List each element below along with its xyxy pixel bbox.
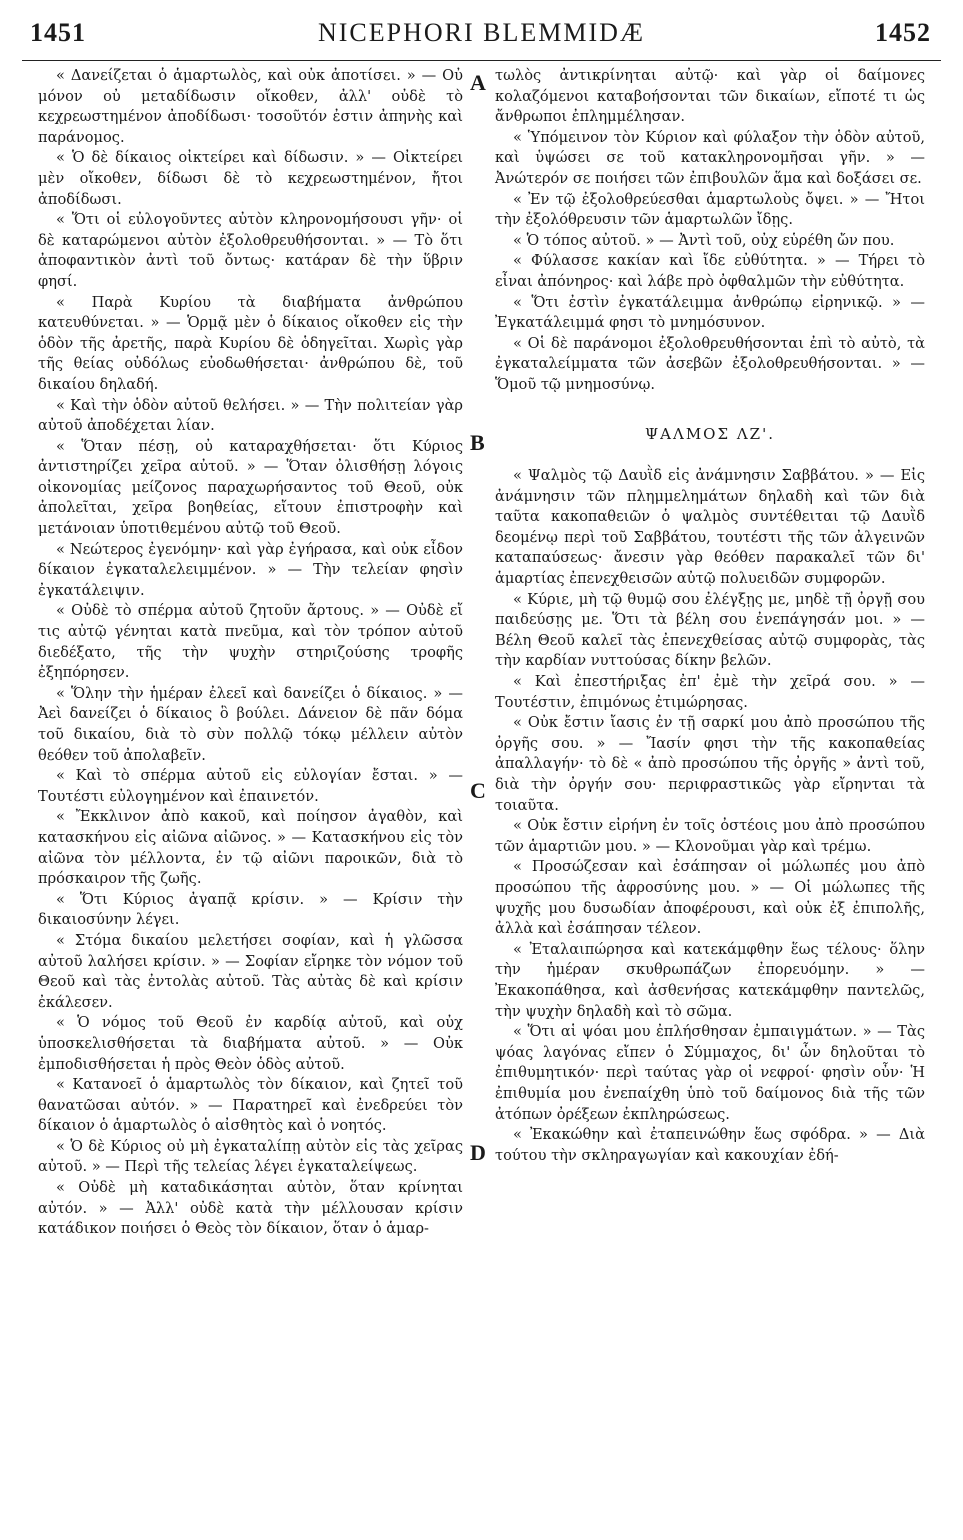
paragraph: « Ὁ δὲ Κύριος οὐ μὴ ἐγκαταλίπῃ αὐτὸν εἰς τὰς χεῖρας αὐτοῦ. » — Περὶ τῆς τελείας λέγει ἐγκαταλείψεως. xyxy=(38,1137,463,1176)
right-column xyxy=(495,66,925,1166)
paragraph: « Κατανοεῖ ὁ ἁμαρτωλὸς τὸν δίκαιον, καὶ ζητεῖ τοῦ θανατῶσαι αὐτόν. » — Παρατηρεῖ καὶ ἐνεδρεύει τὸν δίκαιον ὁ ἁμαρτωλὸς ὁ αἰσθητὸς καὶ ὁ νοητός. xyxy=(38,1076,463,1135)
paragraph: « Στόμα δικαίου μελετήσει σοφίαν, καὶ ἡ γλῶσσα αὐτοῦ λαλήσει κρίσιν. » — Σοφίαν εἴρηκε τὸν νόμον τοῦ Θεοῦ καὶ τὰς ἐντολὰς αὐτοῦ. Τὰς αὐτὰς δὲ καὶ κρίσιν ἐκάλεσεν. xyxy=(38,931,463,1011)
paragraph: τωλὸς ἀντικρίνηται αὐτῷ· καὶ γὰρ οἱ δαίμονες κολαζόμενοι καταβοήσονται τῶν δικαίων, εἴποτέ τι ὡς ἄνθρωποι ἐπλημμέλησαν. xyxy=(495,67,925,126)
running-title: NICEPHORI BLEMMIDÆ xyxy=(317,18,646,47)
paragraph: « Νεώτερος ἐγενόμην· καὶ γὰρ ἐγήρασα, καὶ οὐκ εἶδον δίκαιον ἐγκαταλελειμμένον. » — Τὴν τελείαν φησὶν ἐγκατάλειψιν. xyxy=(38,540,463,599)
page-number-right: 1452 xyxy=(875,18,931,47)
paragraph: « Καὶ ἐπεστήριξας ἐπ' ἐμὲ τὴν χεῖρά σου. » — Τουτέστιν, ἐπιμόνως ἐτιμώρησας. xyxy=(495,673,925,711)
margin-letter-a: A xyxy=(470,70,486,95)
margin-letter-d: D xyxy=(470,1140,486,1165)
paragraph: « Ἐκακώθην καὶ ἐταπεινώθην ἕως σφόδρα. » — Διὰ τούτου τὴν σκληραγωγίαν καὶ κακουχίαν ἐδή- xyxy=(495,1126,925,1164)
paragraph: « Ὅλην τὴν ἡμέραν ἐλεεῖ καὶ δανείζει ὁ δίκαιος. » — Ἀεὶ δανείζει ὁ δίκαιος ὃ βούλει. Δάνειον δὲ πᾶν δόμα τοῦ δικαίου, διὰ τὸ σὺν πολλῷ τόκῳ μέλλειν αὐτὸν θεόθεν τοῦ ἀπολαβεῖν. xyxy=(38,684,463,764)
paragraph: « Προσώζεσαν καὶ ἐσάπησαν οἱ μώλωπές μου ἀπὸ προσώπου τῆς ἀφροσύνης μου. » — Οἱ μώλωπες τῆς ψυχῆς μου δυσωδίαν ἀποφέρουσι, καὶ οὐκ ἐξ ἐπιπολῆς, ἀλλὰ καὶ ἐσάπησαν τέλεον. xyxy=(495,858,925,938)
page-header xyxy=(20,18,943,58)
header-rule xyxy=(22,60,941,61)
left-column xyxy=(38,66,463,1240)
paragraph: « Ὁ τόπος αὐτοῦ. » — Ἀντὶ τοῦ, οὐχ εὑρέθη ὤν που. xyxy=(513,231,895,249)
paragraph: « Ψαλμὸς τῷ Δαυῒδ εἰς ἀνάμνησιν Σαββάτου. » — Εἰς ἀνάμνησιν τῶν πλημμελημάτων δηλαδὴ καὶ τῶν διὰ ταῦτα κακοπαθειῶν ὁ ψαλμὸς συντέθειται τῷ Δαυῒδ δεομένῳ περὶ τοῦ Σαββάτου, τουτέστι τῆς τῶν ἀλγεινῶν καταπαύσεως· ἄνεσιν γὰρ θεόθεν παρακαλεῖ τῶν δι' ἁμαρτίας ἐπενεχθεισῶν αὐτῷ πολυειδῶν συμφορῶν. xyxy=(495,467,925,588)
paragraph: « Καὶ τὴν ὁδὸν αὐτοῦ θελήσει. » — Τὴν πολιτείαν γὰρ αὐτοῦ ἀποδέχεται λίαν. xyxy=(38,396,463,435)
paragraph: « Δανείζεται ὁ ἁμαρτωλὸς, καὶ οὐκ ἀποτίσει. » — Οὐ μόνον οὐ μεταδίδωσιν οἴκοθεν, ἀλλ' οὐδὲ τὸ κεχρεωστημένον ἀποδίδωσι· τοσοῦτόν ἐστιν ἀπηνὴς καὶ παράνομος. xyxy=(38,67,463,146)
paragraph: « Ἐταλαιπώρησα καὶ κατεκάμφθην ἕως τέλους· ὅλην τὴν ἡμέραν σκυθρωπάζων ἐπορευόμην. » — Ἐκακοπάθησα, καὶ ἀσθενήσας κατεκάμφθην παντελῶς, τὴν ψυχὴν δηλαδὴ καὶ τὸ σῶμα. xyxy=(495,940,925,1020)
paragraph: « Ὅτι αἱ ψόαι μου ἐπλήσθησαν ἐμπαιγμάτων. » — Τὰς ψόας λαγόνας εἴπεν ὁ Σύμμαχος, δι' ὧν δηλοῦται τὸ ἐπιθυμητικόν· περὶ ταύτας γὰρ οἱ νεφροί· φησὶν οὖν· Ἡ ἐπιθυμία μου ἐνεπαίχθη ὑπὸ τοῦ δαίμονος διὰ τῆς τῶν ἀτόπων ὀρέξεων ἐκπληρώσεως. xyxy=(495,1023,925,1123)
paragraph: « Ὅτι Κύριος ἀγαπᾷ κρίσιν. » — Κρίσιν τὴν δικαιοσύνην λέγει. xyxy=(38,890,463,929)
paragraph: « Ὁ νόμος τοῦ Θεοῦ ἐν καρδίᾳ αὐτοῦ, καὶ οὐχ ὑποσκελισθήσεται τὰ διαβήματα αὐτοῦ. » — Οὐκ ἐμποδισθήσεται ἡ πρὸς Θεὸν ὁδὸς αὐτοῦ. xyxy=(38,1014,463,1073)
paragraph: « Οἱ δὲ παράνομοι ἐξολοθρευθήσονται ἐπὶ τὸ αὐτὸ, τὰ ἐγκαταλείμματα τῶν ἀσεβῶν ἐξολοθρευθήσονται. » — Ὅμοῦ τῷ μνημοσύνῳ. xyxy=(495,334,925,393)
paragraph: « Καὶ τὸ σπέρμα αὐτοῦ εἰς εὐλογίαν ἔσται. » — Τουτέστι εὐλογημένον καὶ ἐπαινετόν. xyxy=(38,767,463,805)
paragraph: « Φύλασσε κακίαν καὶ ἴδε εὐθύτητα. » — Τήρει τὸ εἶναι ἀπόνηρος· καὶ λάβε πρὸ ὀφθαλμῶν τὴν εὐθύτητα. xyxy=(495,252,925,290)
psalm-title: ΨΑΛΜΟΣ ΛΖ'. xyxy=(645,424,775,443)
paragraph: « Οὐδὲ μὴ καταδικάσηται αὐτὸν, ὅταν κρίνηται αὐτόν. » — Ἀλλ' οὐδὲ κατὰ τὴν μέλλουσαν κρίσιν κατάδικον ποιήσει ὁ Θεὸς τὸν δίκαιον, ὅταν ὁ ἁμαρ- xyxy=(38,1179,463,1238)
paragraph: « Οὐκ ἔστιν εἰρήνη ἐν τοῖς ὀστέοις μου ἀπὸ προσώπου τῶν ἁμαρτιῶν μου. » — Κλονοῦμαι γὰρ καὶ τρέμω. xyxy=(495,817,925,855)
paragraph: « Ὅτι ἐστὶν ἐγκατάλειμμα ἀνθρώπῳ εἰρηνικῷ. » — Ἐγκατάλειμμά φησι τὸ μνημόσυνον. xyxy=(495,293,925,332)
paragraph: « Ὑπόμεινον τὸν Κύριον καὶ φύλαξον τὴν ὁδὸν αὐτοῦ, καὶ ὑψώσει σε τοῦ κατακληρονομῆσαι γῆν. » — Ἀνώτερόν σε ποιήσει τῶν ἐπιβουλῶν ἅμα καὶ δοξάσει σε. xyxy=(495,128,925,187)
page-number-left: 1451 xyxy=(30,18,86,47)
paragraph: « Ὅταν πέσῃ, οὐ καταραχθήσεται· ὅτι Κύριος ἀντιστηρίζει χεῖρα αὐτοῦ. » — Ὅταν ὀλισθήσῃ λόγοις οἰκονομίας μείζονος παραχωρήσαντος τοῦ Θεοῦ, οὐκ ἀπολεῖται, χεῖρα βοηθείας, εἴτουν ἐπιστροφὴν καὶ μετάνοιαν ὑποτιθεμένου αὐτῷ τοῦ Θεοῦ. xyxy=(38,437,463,538)
paragraph: « Κύριε, μὴ τῷ θυμῷ σου ἐλέγξῃς με, μηδὲ τῇ ὀργῇ σου παιδεύσῃς με. Ὅτι τὰ βέλη σου ἐνεπάγησάν μοι. » — Βέλη Θεοῦ καλεῖ τὰς ἐπενεχθείσας αὐτῷ συμφορὰς, τὰς τὴν καρδίαν νυττούσας δίκην βελῶν. xyxy=(495,590,925,670)
paragraph: « Παρὰ Κυρίου τὰ διαβήματα ἀνθρώπου κατευθύνεται. » — Ὁρμᾷ μὲν ὁ δίκαιος οἴκοθεν εἰς τὴν ὁδὸν τῆς ἀρετῆς, παρὰ Κυρίου δὲ ὁδηγεῖται. Χωρὶς γὰρ τῆς θείας οὐδόλως εὐοδωθήσεται· ἀνθρώπου δὲ, τοῦ δικαίου δηλαδή. xyxy=(38,293,463,393)
paragraph: « Ἔκκλινον ἀπὸ κακοῦ, καὶ ποίησον ἀγαθὸν, καὶ κατασκήνου εἰς αἰῶνα αἰῶνος. » — Κατασκήνου εἰς τὸν αἰῶνα τὸν μέλλοντα, ἐν τῷ αἰῶνι παροικῶν, διὰ τὸ πρόσκαιρον τῆς ζωῆς. xyxy=(38,808,463,888)
paragraph: « Ἐν τῷ ἐξολοθρεύεσθαι ἁμαρτωλοὺς ὄψει. » — Ἤτοι τὴν ἐξολόθρευσιν τῶν ἁμαρτωλῶν ἴδῃς. xyxy=(495,190,925,229)
paragraph: « Οὐκ ἔστιν ἴασις ἐν τῇ σαρκί μου ἀπὸ προσώπου τῆς ὀργῆς σου. » — Ἴασίν φησι τὴν τῆς κακοπαθείας ἀπαλλαγήν· τὸ δὲ « ἀπὸ προσώπου τῆς ὀργῆς » ἀντὶ τοῦ, διὰ τὴν ὀργήν σου· περιφραστικῶς γὰρ εἴρηνται τὰ τοιαῦτα. xyxy=(495,714,925,814)
margin-letter-b: B xyxy=(470,430,485,455)
margin-letter-c: C xyxy=(470,778,486,803)
paragraph: « Ὁ δὲ δίκαιος οἰκτείρει καὶ δίδωσιν. » — Οἰκτείρει μὲν οἴκοθεν, δίδωσι δὲ τὸ κεχρεωστημένον, ἤτοι ἀποδίδωσι. xyxy=(38,149,463,208)
paragraph: « Ὅτι οἱ εὐλογοῦντες αὐτὸν κληρονομήσουσι γῆν· οἱ δὲ καταρώμενοι αὐτὸν ἐξολοθρευθήσονται. » — Τὸ ὅτι ἀποφαντικὸν ἀντὶ τοῦ ὄντως· κατάραν δὲ τὴν ὕβριν φησί. xyxy=(38,211,463,290)
paragraph: « Οὐδὲ τὸ σπέρμα αὐτοῦ ζητοῦν ἄρτους. » — Οὐδὲ εἴ τις αὐτῷ γένηται κατὰ πνεῦμα, καὶ τὸν τρόπον αὐτοῦ διεδέξατο, τῆς τὴν ψυχὴν στηριζούσης τροφῆς ἐξηπόρησεν. xyxy=(38,602,463,682)
